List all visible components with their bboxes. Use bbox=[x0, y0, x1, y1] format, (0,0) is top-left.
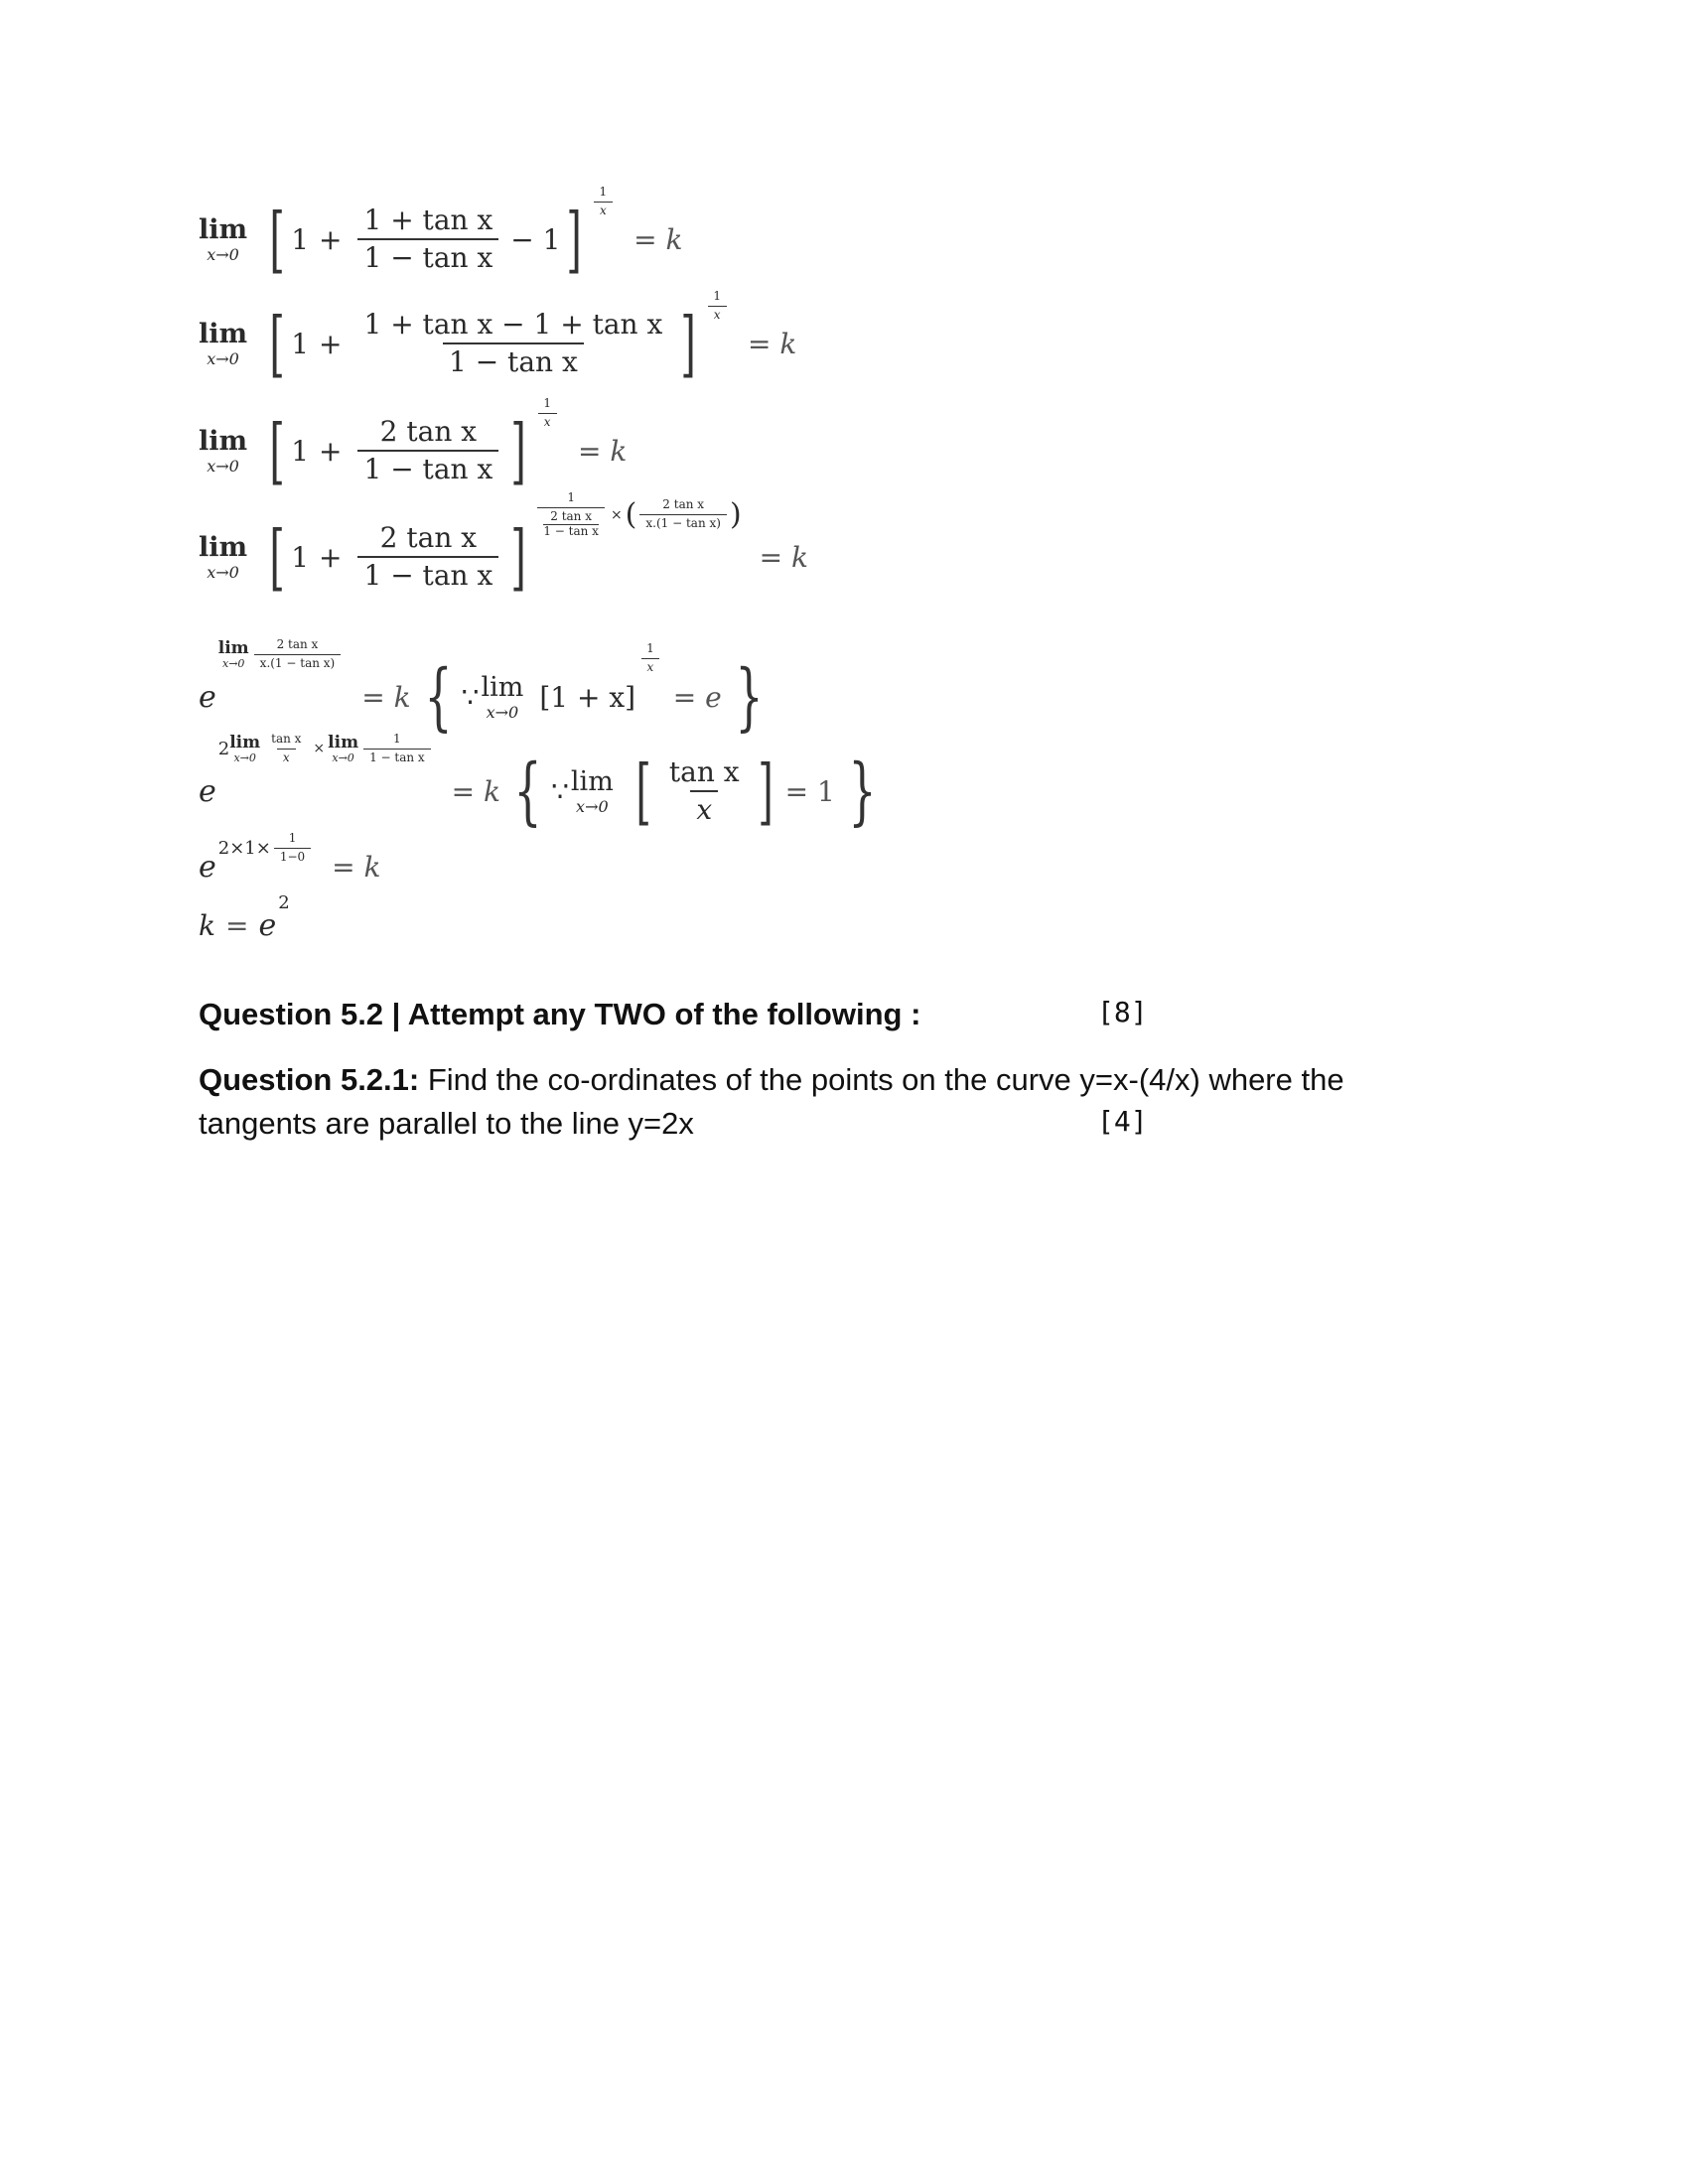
question-5-2-1-line-2: tangents are parallel to the line y=2x bbox=[199, 1106, 694, 1141]
question-5-2-marks: [8] bbox=[1097, 996, 1148, 1028]
solution-step-8-final-answer: k = e 2 bbox=[199, 892, 290, 943]
question-5-2-1-line-1: Question 5.2.1: Find the co-ordinates of the points on the curve y=x-(4/x) where the bbox=[199, 1062, 1344, 1097]
left-brace: { bbox=[423, 654, 453, 740]
exponent: $\frac{1}{x}$ bbox=[534, 397, 560, 430]
question-5-2-1 bbox=[199, 1058, 1344, 1146]
fraction: $\frac{\text{1 + tan x − 1 + tan x}}{\text{1 − tan x}}$ bbox=[363, 307, 663, 378]
question-5-2-1-marks: [4] bbox=[1097, 1105, 1148, 1138]
solution-step-4: lim x→0 [ 1 + $\frac{\text{2 tan x}}{\text{1 − tan x}}$ ] 1 2 tan x 1 − tan x × ( $\frac{\text{2 tan x}}{\text{x.(1 − tan x)}}$ ) = k bbox=[199, 490, 808, 599]
right-brace: } bbox=[735, 654, 764, 740]
solution-step-7: e 2×1× $\frac{1}{1-0}$ = k bbox=[199, 831, 381, 885]
limit-operator: lim x→0 bbox=[199, 531, 248, 582]
fraction: $\frac{\text{2 tan x}}{\text{1 − tan x}}$ bbox=[357, 416, 498, 485]
left-bracket: [ bbox=[269, 515, 285, 599]
left-bracket: [ bbox=[269, 198, 285, 281]
left-brace: { bbox=[513, 749, 542, 834]
right-brace: } bbox=[848, 749, 877, 834]
right-bracket: ] bbox=[566, 198, 583, 281]
right-bracket: ] bbox=[680, 302, 697, 385]
exponent: lim x→0 $\frac{\text{2 tan x}}{\text{x.(1 − tan x)}}$ bbox=[218, 638, 344, 671]
solution-step-3: lim x→0 [ 1 + $\frac{\text{2 tan x}}{\text{1 − tan x}}$ ] $\frac{1}{x}$ = k bbox=[199, 396, 628, 492]
exponent: $\frac{1}{x}$ bbox=[591, 186, 617, 218]
solution-step-1: lim x→0 [ 1 + $\frac{\text{1 + tan x}}{\text{1 − tan x}}$ − 1 ] $\frac{1}{x}$ = k bbox=[199, 185, 683, 281]
solution-step-6: e 2 lim x→0 $\frac{\text{tan x}}{x}$ × lim x→0 $\frac{1}{\text{1 − tan x}}$ = k { ∵ lim x→0 [ $\frac{\text{tan x}}{x}$ ] = 1 } bbox=[199, 732, 877, 834]
solution-step-2: lim x→0 [ 1 + $\frac{\text{1 + tan x − 1 + tan x}}{\text{1 − tan x}}$ ] $\frac{1}{x}$ = k bbox=[199, 289, 797, 385]
fraction: $\frac{\text{1 + tan x}}{\text{1 − tan x}}$ bbox=[357, 205, 498, 274]
solution-step-5: e lim x→0 $\frac{\text{2 tan x}}{\text{x.(1 − tan x)}}$ = k { ∵ lim x→0 [1 + x] $\frac{1}{x}$ = e } bbox=[199, 637, 764, 740]
right-bracket: ] bbox=[510, 409, 527, 492]
exponent: $\frac{1}{x}$ bbox=[704, 290, 730, 323]
right-bracket: ] bbox=[510, 515, 527, 599]
exponent: 1 2 tan x 1 − tan x × ( $\frac{\text{2 tan x}}{\text{x.(1 − tan x)}}$ ) bbox=[534, 491, 741, 538]
limit-operator: lim x→0 bbox=[199, 425, 248, 476]
fraction: $\frac{\text{2 tan x}}{\text{1 − tan x}}$ bbox=[357, 522, 498, 592]
left-bracket: [ bbox=[269, 409, 285, 492]
exponent: 2×1× $\frac{1}{1-0}$ bbox=[218, 832, 314, 865]
question-5-2-heading: Question 5.2 | Attempt any TWO of the following : bbox=[199, 997, 921, 1031]
limit-operator: lim x→0 bbox=[199, 213, 248, 264]
exponent: 2 lim x→0 $\frac{\text{tan x}}{x}$ × lim x→0 $\frac{1}{\text{1 − tan x}}$ bbox=[218, 733, 434, 765]
left-bracket: [ bbox=[269, 302, 285, 385]
limit-operator: lim x→0 bbox=[199, 318, 248, 368]
